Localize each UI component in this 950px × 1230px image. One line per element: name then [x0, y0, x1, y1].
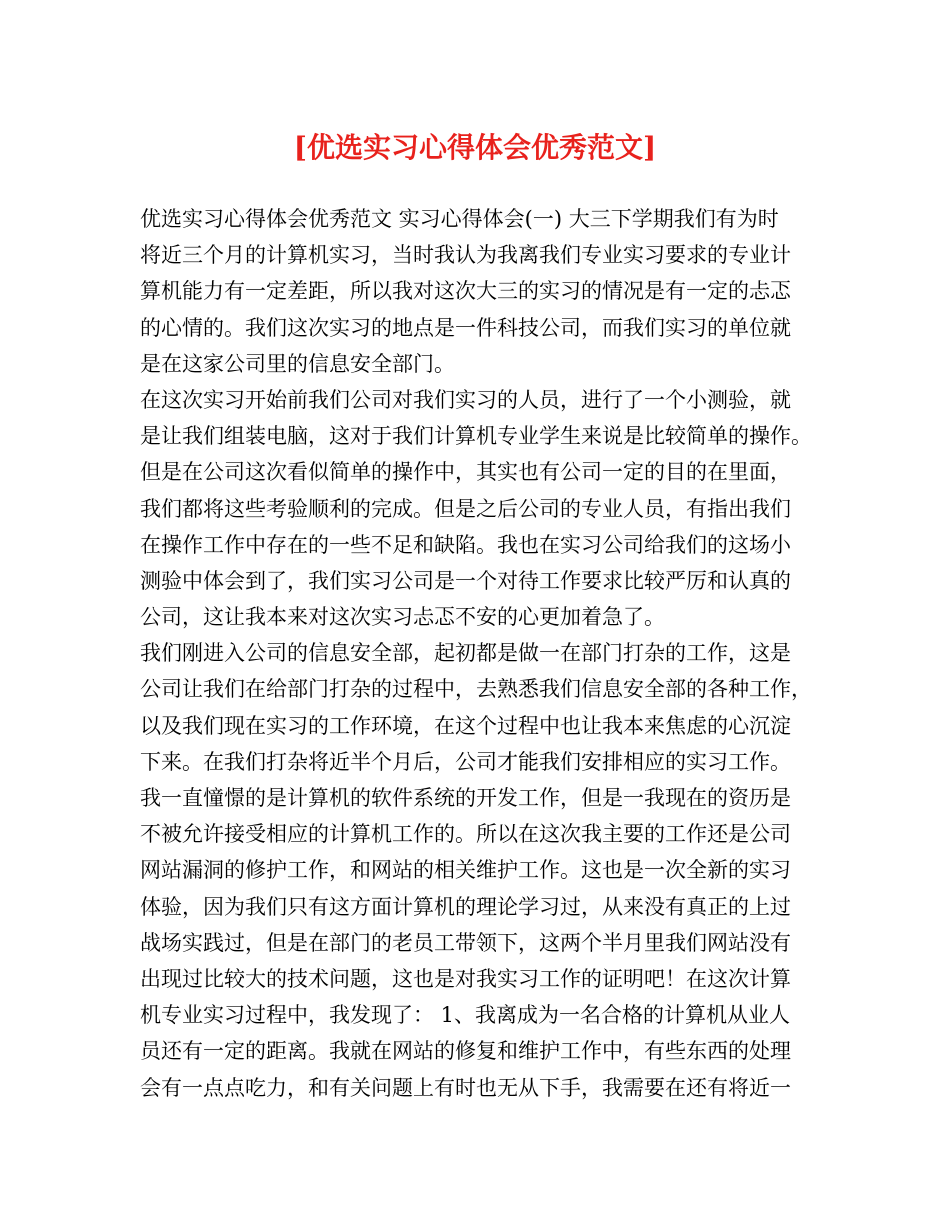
body-line: 我们都将这些考验顺利的完成。但是之后公司的专业人员，有指出我们: [140, 496, 791, 521]
body-line: 将近三个月的计算机实习，当时我认为我离我们专业实习要求的专业计: [140, 243, 791, 268]
body-line: 算机能力有一定差距，所以我对这次大三的实习的情况是有一定的忐忑: [140, 279, 791, 304]
body-line: 在这次实习开始前我们公司对我们实习的人员，进行了一个小测验，就: [140, 387, 791, 412]
body-line: 员还有一定的距离。我就在网站的修复和维护工作中，有些东西的处理: [140, 1039, 791, 1064]
body-line: 出现过比较大的技术问题，这也是对我实习工作的证明吧！在这次计算: [140, 966, 791, 991]
body-line: 我一直憧憬的是计算机的软件系统的开发工作，但是一我现在的资历是: [140, 786, 791, 810]
body-line: 战场实践过，但是在部门的老员工带领下，这两个半月里我们网站没有: [140, 930, 791, 955]
body-line: 不被允许接受相应的计算机工作的。所以在这次我主要的工作还是公司: [140, 822, 791, 847]
document-body: [140, 201, 830, 1106]
body-line: 测验中体会到了，我们实习公司是一个对待工作要求比较严厉和认真的: [140, 568, 791, 593]
body-line: 的心情的。我们这次实习的地点是一件科技公司，而我们实习的单位就: [140, 315, 791, 340]
document-title: [优选实习心得体会优秀范文]: [293, 131, 657, 164]
body-line: 是在这家公司里的信息安全部门。: [140, 351, 455, 376]
body-line: 体验，因为我们只有这方面计算机的理论学习过，从来没有真正的上过: [140, 894, 791, 919]
body-line: 下来。在我们打杂将近半个月后，公司才能我们安排相应的实习工作。: [140, 749, 791, 774]
body-line: 优选实习心得体会优秀范文 实习心得体会(一) 大三下学期我们有为时: [140, 207, 779, 231]
body-line: 是让我们组装电脑，这对于我们计算机专业学生来说是比较简单的操作。: [140, 424, 812, 449]
body-line: 我们刚进入公司的信息安全部，起初都是做一在部门打杂的工作，这是: [140, 641, 791, 666]
body-line: 但是在公司这次看似简单的操作中，其实也有公司一定的目的在里面，: [140, 460, 791, 485]
body-line: 机专业实习过程中，我发现了： 1、我离成为一名合格的计算机从业人: [140, 1003, 791, 1028]
body-line: 网站漏洞的修护工作，和网站的相关维护工作。这也是一次全新的实习: [140, 858, 791, 883]
body-line: 公司，这让我本来对这次实习忐忑不安的心更加着急了。: [140, 605, 665, 630]
body-line: 公司让我们在给部门打杂的过程中，去熟悉我们信息安全部的各种工作，: [140, 677, 812, 702]
body-line: 在操作工作中存在的一些不足和缺陷。我也在实习公司给我们的这场小: [140, 532, 791, 557]
body-line: 以及我们现在实习的工作环境，在这个过程中也让我本来焦虑的心沉淀: [140, 713, 791, 738]
body-line: 会有一点点吃力，和有关问题上有时也无从下手，我需要在还有将近一: [140, 1075, 791, 1100]
